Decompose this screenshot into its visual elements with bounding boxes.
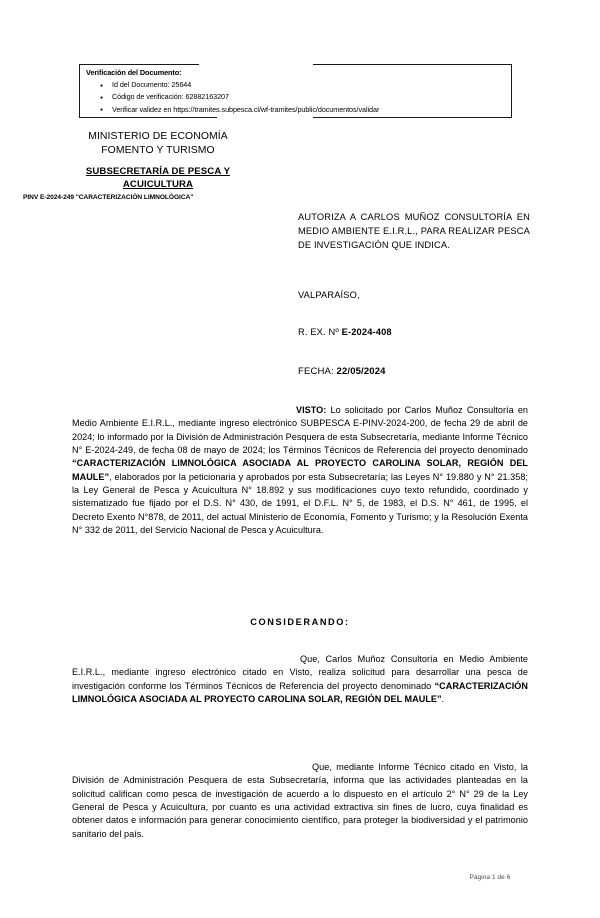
pinv-reference-label: PINV E-2024-249 "CARACTERIZACIÓN LIMNOLÓGICA" xyxy=(23,194,194,201)
verification-box-title: Verificación del Documento: xyxy=(86,68,182,77)
visto-text-part-2: , elaborados por la peticionaria y aprobados por esta Subsecretaría; las Leyes N° 19.880 y N° 21.358; la Ley General de Pesca y Acuicultura N° 18.892 y sus modificaciones cuyo texto refundido, coordinado y sistematizado fue fijado por el D.S. N° 430, de 1991, el D.F.L. N° 5, de 1983, el D.S. N° 461, de 1995, el Decreto Exento N°878, de 2011, del actual Ministerio de Economía, Fomento y Turismo; y la Resolución Exenta N° 332 de 2011, del Servicio Nacional de Pesca y Acuicultura. xyxy=(72,471,528,536)
resolution-number-prefix: R. EX. Nº xyxy=(298,327,342,337)
considerando-paragraph-2 xyxy=(72,761,528,841)
resolution-date-line xyxy=(298,366,386,377)
city-label: VALPARAÍSO, xyxy=(298,290,360,300)
considerando-1-text-part-1: Que, Carlos Muñoz Consultoría en Medio Ambiente E.I.R.L., mediante ingreso electrónico citado en Visto, realiza solicitud para desarrollar una pesca de investigación conforme los Términos Técnicos de Referencia del proyecto denominado xyxy=(72,654,528,691)
visto-lead-label: VISTO: xyxy=(296,405,327,415)
verification-item-url[interactable]: ● Verificar validez en https://tramites.subpesca.cl/wf-tramites/public/documentos/validar xyxy=(112,104,379,116)
border-notch-bottom xyxy=(217,116,313,120)
verification-item-code: ● Código de verificación: 62882163207 xyxy=(112,91,379,103)
verification-box-list xyxy=(86,79,379,116)
resolution-date-prefix: FECHA: xyxy=(298,366,337,377)
page-indicator: Página 1 de 6 xyxy=(469,874,511,881)
resolution-number-line xyxy=(298,327,392,337)
resolution-number-value: E-2024-408 xyxy=(341,327,392,337)
considerando-1-project-name: “CARACTERIZACIÓN LIMNOLÓGICA ASOCIADA AL PROYECTO CAROLINA SOLAR, REGIÓN DEL MAULE” xyxy=(72,680,528,705)
verification-item-document-id: ● Id del Documento: 25644 xyxy=(112,79,379,91)
ministry-line-1: MINISTERIO DE ECONOMÍA xyxy=(88,131,228,142)
visto-paragraph xyxy=(72,404,528,537)
considerando-title: CONSIDERANDO: xyxy=(250,617,350,627)
resolution-subject: AUTORIZA A CARLOS MUÑOZ CONSULTORÍA EN MEDIO AMBIENTE E.I.R.L., PARA REALIZAR PESCA DE INVESTIGACIÓN QUE INDICA. xyxy=(298,212,530,251)
ministry-heading xyxy=(42,130,274,158)
subsecretaria-line-2: ACUICULTURA xyxy=(122,178,194,190)
subsecretaria-heading xyxy=(42,166,274,191)
verification-box xyxy=(79,64,512,118)
ministry-line-2: FOMENTO Y TURISMO xyxy=(101,145,215,156)
visto-text-part-1: Lo solicitado por Carlos Muñoz Consultoría en Medio Ambiente E.I.R.L., mediante ingreso electrónico SUBPESCA E-PINV-2024-200, de fecha 29 de abril de 2024; lo informado por la División de Administración Pesquera de esta Subsecretaría, mediante Informe Técnico N° E-2024-249, de fecha 08 de mayo de 2024; los Términos Técnicos de Referencia del proyecto denominado xyxy=(72,405,528,456)
visto-project-name: “CARACTERIZACIÓN LIMNOLÓGICA ASOCIADA AL PROYECTO CAROLINA SOLAR, REGIÓN DEL MAULE” xyxy=(72,458,528,482)
border-notch-top xyxy=(199,62,313,66)
resolution-date-value: 22/05/2024 xyxy=(336,366,386,377)
considerando-paragraph-1 xyxy=(72,653,528,706)
subsecretaria-line-1: SUBSECRETARÍA DE PESCA Y xyxy=(85,166,231,177)
considerando-1-text-part-2: . xyxy=(441,694,445,705)
considerando-2-text: Que, mediante Informe Técnico citado en Visto, la División de Administración Pesquera de esta Subsecretaría, informa que las actividades planteadas en la solicitud califican como pesca de investigación de acuerdo a lo dispuesto en el artículo 2° N° 29 de la Ley General de Pesca y Acuicultura, por cuanto es una actividad extractiva sin fines de lucro, cuya finalidad es obtener datos e información para generar conocimiento científico, para proteger la biodiversidad y el patrimonio sanitario del país. xyxy=(72,762,528,839)
